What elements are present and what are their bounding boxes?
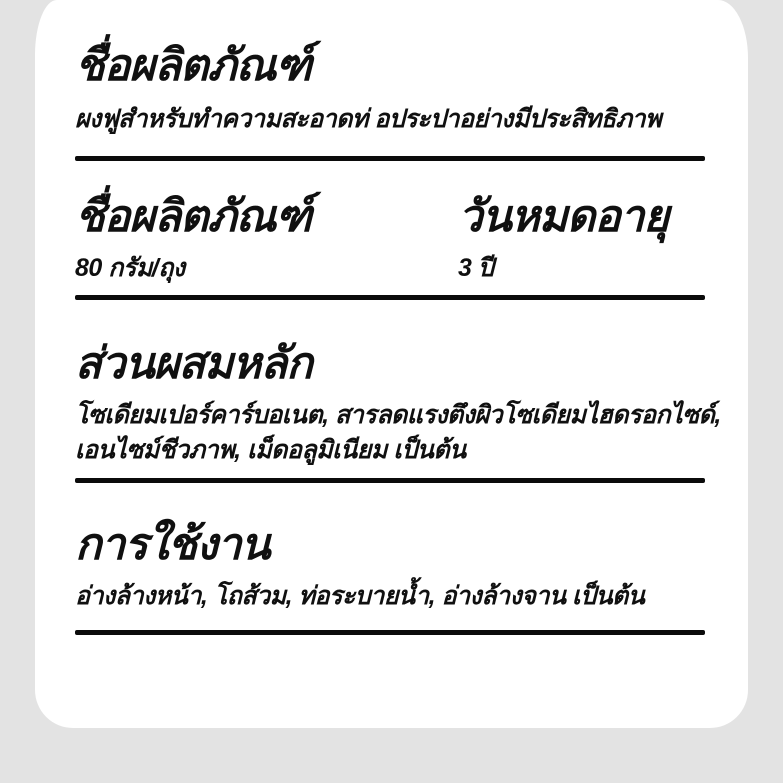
weight-value: 80 กรัม/ถุง: [75, 254, 185, 282]
weight-column: [75, 191, 458, 285]
ingredients-heading: ส่วนผสมหลัก: [75, 339, 312, 388]
weight-heading: ชื่อผลิตภัณฑ์: [75, 192, 311, 241]
ingredients-body: [75, 398, 721, 468]
product-name-body: ผงฟูสำหรับทำความสะอาดท่ อประปาอย่างมีประสิทธิภาพ: [75, 105, 662, 133]
section-divider: [75, 478, 705, 483]
section-divider: [75, 630, 705, 635]
section-ingredients: [75, 338, 721, 483]
product-name-heading: ชื่อผลิตภัณฑ์: [75, 41, 311, 90]
section-divider: [75, 156, 705, 161]
ingredients-line: โซเดียมเปอร์คาร์บอเนต, สารลดแรงตึงผิวโซเดียมไฮดรอกไซด์,: [75, 401, 721, 429]
ingredients-line: เอนไซม์ชีวภาพ, เม็ดอลูมิเนียม เป็นต้น: [75, 436, 466, 464]
usage-body: อ่างล้างหน้า, โถส้วม, ท่อระบายน้ำ, อ่างล้างจาน เป็นต้น: [75, 582, 645, 610]
section-product-name: [75, 40, 705, 161]
expiry-heading: วันหมดอายุ: [458, 192, 669, 241]
product-info-card: [35, 0, 748, 728]
expiry-value: 3 ปี: [458, 254, 494, 282]
section-usage: [75, 519, 705, 635]
section-weight-expiry: [75, 191, 705, 300]
section-divider: [75, 295, 705, 300]
expiry-column: [458, 191, 705, 285]
usage-heading: การใช้งาน: [75, 520, 270, 569]
